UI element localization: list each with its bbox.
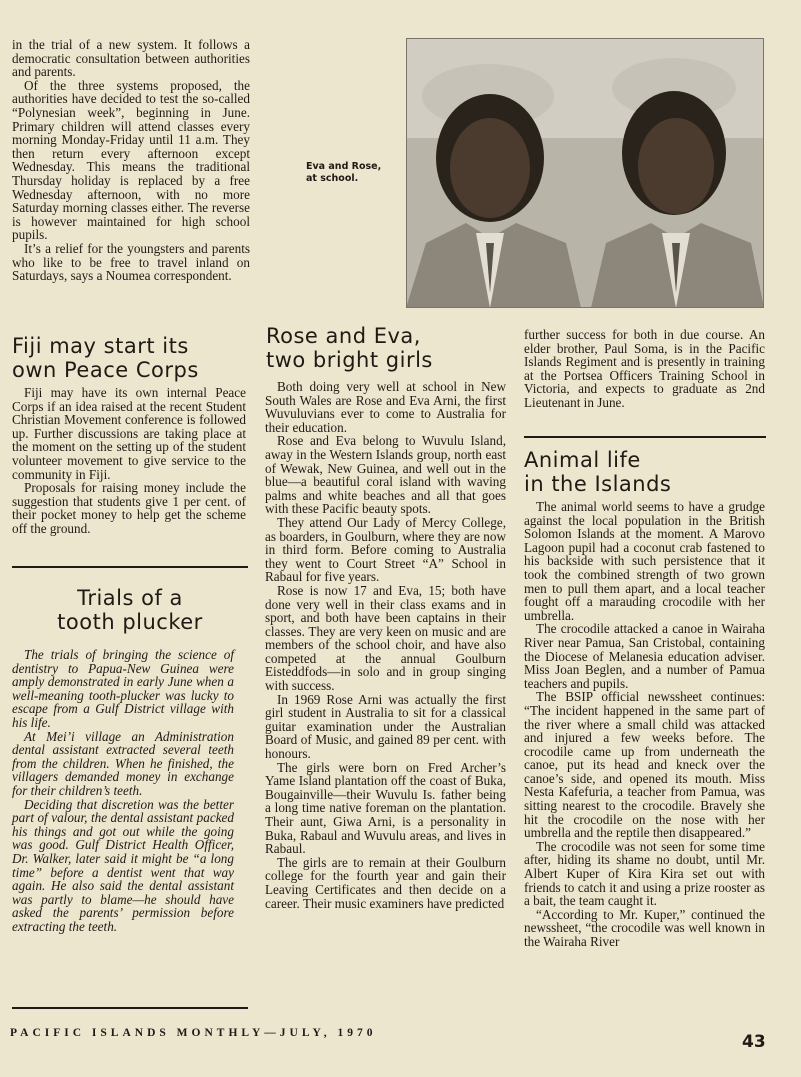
fiji-paragraph: Fiji may have its own internal Peace Corps if an idea raised at the recent Student Christian Movement conference is followed up. Further discussions are taking place at the moment on the setting up of the student volunteer movement to give service to the community in Fiji. [12,385,246,482]
photo-illustration [406,38,764,308]
photo-eva-and-rose [406,38,764,308]
intro-article [12,38,250,283]
tooth-heading [12,586,248,634]
fiji-paragraph: Proposals for raising money include the suggestion that students give 1 per cent. of their pocket money to help get the scheme off the ground. [12,480,246,536]
heading-line: in the Islands [524,472,672,496]
rose-paragraph: The girls are to remain at their Goulburn college for the fourth year and gain their Leaving Certificates and then decide on a career. Their music examiners have predicted [265,854,506,911]
intro-paragraph: It’s a relief for the youngsters and parents who like to be free to travel inland on Saturdays, says a Noumea correspondent. [12,240,250,284]
animal-article [524,500,765,949]
animal-heading [524,448,764,496]
rose-paragraph: Both doing very well at school in New South Wales are Rose and Eva Arni, the first Wuvuluvians ever to come to Australia for their education. [265,379,506,435]
heading-line: Trials of a [77,586,183,610]
intro-paragraph: in the trial of a new system. It follows a democratic consultation between authorities and parents. [12,37,250,80]
rose-eva-continuation [524,328,765,410]
caption-line: at school. [306,173,359,184]
caption-line: Eva and Rose, [306,161,382,172]
fiji-article [12,386,246,536]
rose-paragraph: Rose is now 17 and Eva, 15; both have done very well in their class exams and in sport, and both have been captains in their classes. They are very keen on music and are members of the school choir, and have also competed at the annual Goulburn Eisteddfods—in solo and in group singing with success. [265,582,506,694]
intro-paragraph: Of the three systems proposed, the authorities have decided to test the so-called “Polynesian week”, beginning in June. Primary children will attend classes every morning Monday-Friday until 11 a.m. They then return every afternoon except Wednesday. This means the traditional Thursday holiday is replaced by a free Wednesday afternoon, with no more Saturday morning classes either. The reverse is however maintained for high school pupils. [12,77,250,243]
rose-eva-article [265,380,506,910]
rose-paragraph: The girls were born on Fred Archer’s Yame Island plantation off the coast of Buka, Bougainville—their Wuvulu Is. father being a long time native foreman on the plantation. Their aunt, Giwa Arni, is a personality in Buka, Rabaul and Wuvulu areas, and lives in Rabaul. [265,759,506,857]
tooth-paragraph: At Mei’i village an Administration dental assistant extracted several teeth from the children. When he finished, the villagers demanded money in exchange for their children’s teeth. [12,728,234,798]
fiji-heading [12,334,252,382]
photo-caption [306,161,406,185]
rose-paragraph: In 1969 Rose Arni was actually the first girl student in Australia to sit for a classical guitar examination under the Australian Board of Music, and gained 89 per cent. with honours. [265,691,506,762]
section-divider [524,436,766,438]
heading-line: own Peace Corps [12,358,199,382]
animal-paragraph: “According to Mr. Kuper,” continued the newssheet, “the crocodile was well known in the Wairaha River [524,906,765,949]
heading-line: two bright girls [266,348,433,372]
rose-paragraph: Rose and Eva belong to Wuvulu Island, away in the Western Islands group, north east of Wewak, New Guinea, and well out in the blue—a beautiful coral island with waving palms and white beaches and all that goes with these Pacific beauty spots. [265,433,506,517]
tooth-paragraph: Deciding that discretion was the better part of valour, the dental assistant packed his things and got out while the going was good. Gulf District Health Officer, Dr. Walker, later said it might be “a long time” before a dentist went that way again. He also said the dental assistant was partly to blame—he should have asked the parents’ permission before extracting the teeth. [12,796,234,934]
page-number: 43 [742,1032,766,1052]
tooth-article [12,648,234,933]
heading-line: Rose and Eva, [266,324,421,348]
section-divider [12,1007,248,1009]
heading-line: Fiji may start its [12,334,189,358]
heading-line: Animal life [524,448,641,472]
animal-paragraph: The BSIP official newssheet continues: “The incident happened in the same part of the river where a small child was attacked and injured a few weeks before. The crocodile came up from underneath the canoe, put its head and kneck over the canoe’s side, and opened its mouth. Miss Nesta Kafefuria, a teacher from Pamua, was sitting nearest to the crocodile. Bravely she hit the crocodile on the nose with her umbrella and the reptile then disappeared.” [524,689,765,841]
section-divider [12,566,248,568]
continuation-paragraph: further success for both in due course. An elder brother, Paul Soma, is in the Pacific Islands Regiment and is presently in training at the Portsea Officers Training School in Victoria, and expects to graduate as 2nd Lieutenant in June. [524,327,765,410]
heading-line: tooth plucker [57,610,203,634]
animal-paragraph: The crocodile attacked a canoe in Wairaha River near Pamua, San Cristobal, containing the Diocese of Melanesia education adviser. Miss Joan Beglen, and a number of Pamua teachers and pupils. [524,621,765,691]
footer-masthead: PACIFIC ISLANDS MONTHLY—JULY, 1970 [10,1027,377,1039]
rose-paragraph: They attend Our Lady of Mercy College, as boarders, in Goulburn, where they are now in third form. Before coming to Australia they went to Court Street “A” School in Rabaul for five years. [265,514,506,585]
tooth-paragraph: The trials of bringing the science of dentistry to Papua-New Guinea were amply demonstrated in early June when a well-meaning tooth-plucker was lucky to escape from a Gulf District village with his life. [12,647,234,730]
animal-paragraph: The animal world seems to have a grudge against the local population in the British Solomon Islands at the moment. A Marovo Lagoon pupil had a coconut crab fastened to his backside with such persistence that it took the combined strength of two grown men to pull them apart, and a local teacher fought off a marauding crocodile with her umbrella. [524,499,765,623]
animal-paragraph: The crocodile was not seen for some time after, hiding its shame no doubt, until Mr. Albert Kuper of Kira Kira set out with friends to catch it and using a prize rooster as a bait, the team caught it. [524,838,765,909]
rose-eva-heading [266,324,516,372]
